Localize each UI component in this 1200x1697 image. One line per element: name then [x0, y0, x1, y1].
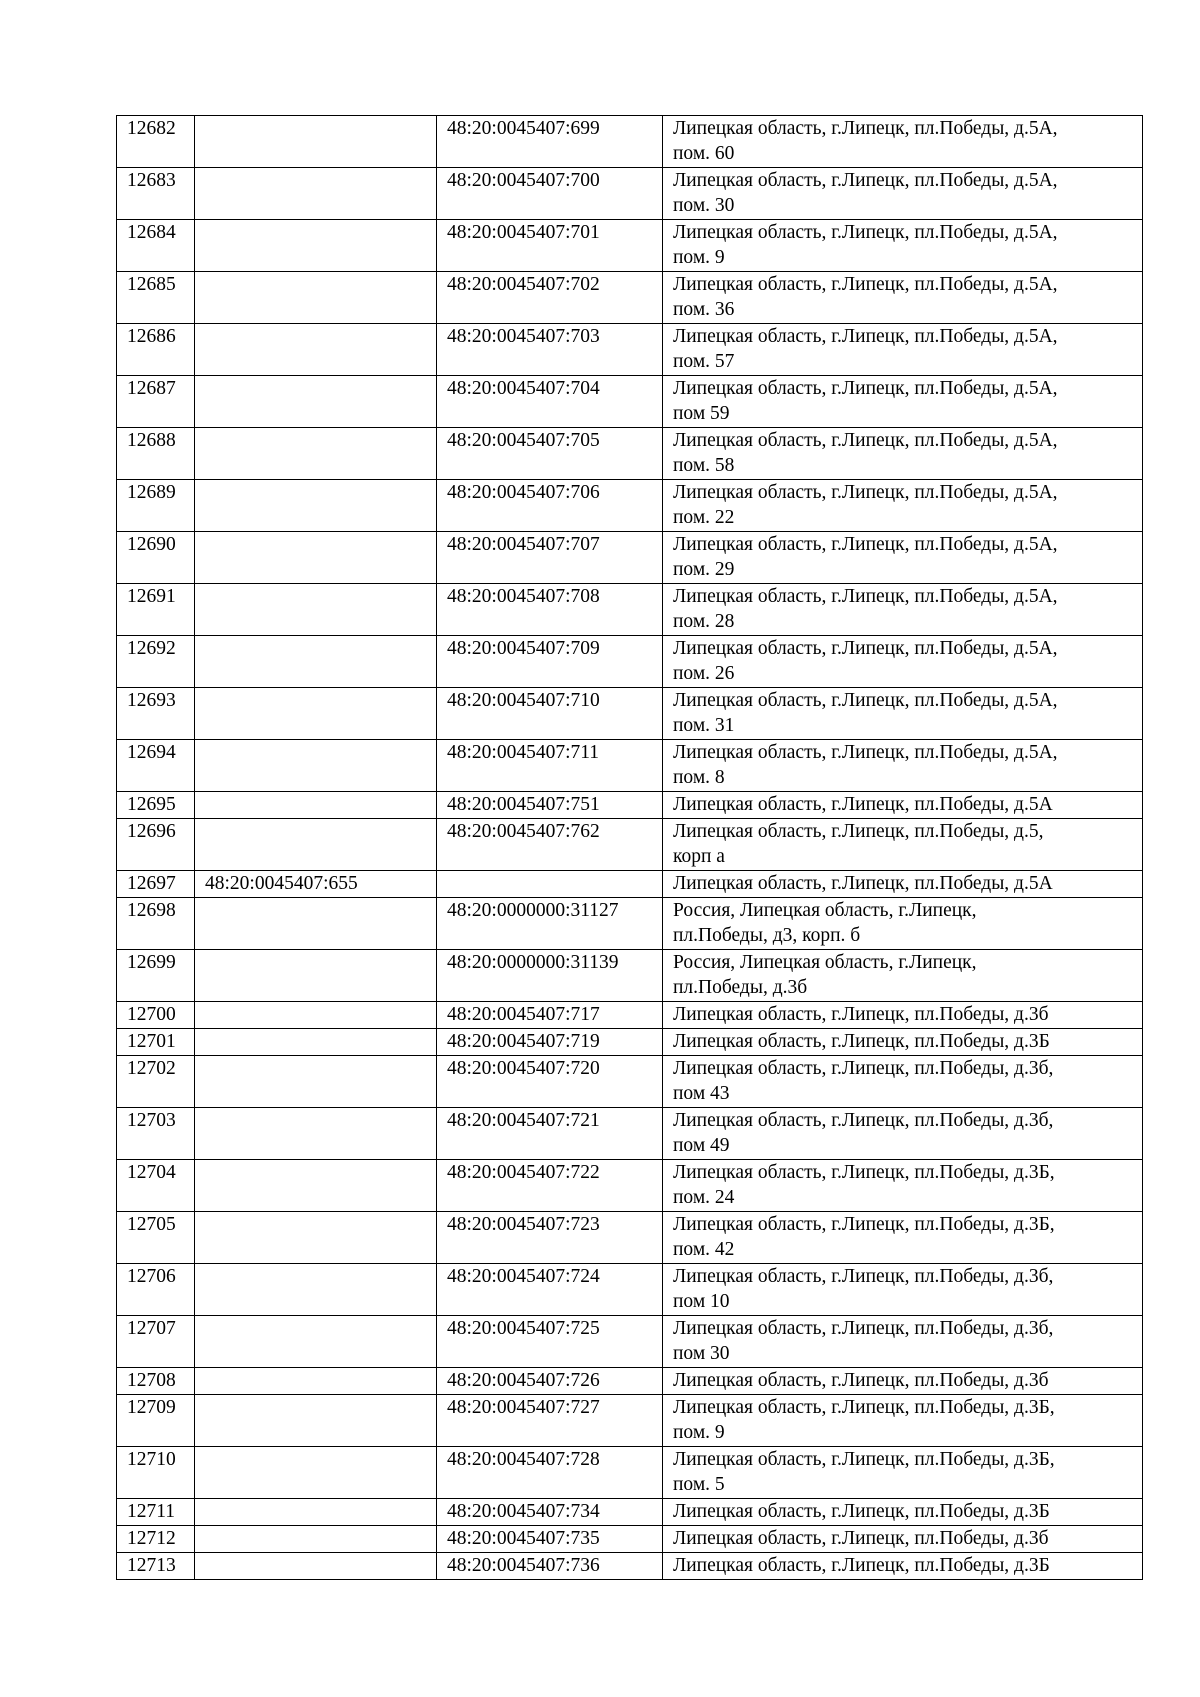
cadastral-number-land: [195, 1395, 437, 1447]
cadastral-number-object: 48:20:0045407:725: [437, 1316, 663, 1368]
address-line-1: Липецкая область, г.Липецк, пл.Победы, д.5А,: [673, 118, 1058, 139]
row-number: 12699: [117, 950, 195, 1002]
address-cell: [663, 116, 1143, 168]
address-line-1: Липецкая область, г.Липецк, пл.Победы, д.5А,: [673, 170, 1058, 191]
address-line-1: Липецкая область, г.Липецк, пл.Победы, д.5А,: [673, 586, 1058, 607]
table-row: [117, 1499, 1143, 1526]
address-line-2: пом. 29: [673, 559, 735, 580]
address-line-1: Липецкая область, г.Липецк, пл.Победы, д.3Б,: [673, 1162, 1055, 1183]
cadastral-number-land: [195, 688, 437, 740]
table-row: [117, 1395, 1143, 1447]
address-line-2: пом. 28: [673, 611, 735, 632]
address-line-1: Липецкая область, г.Липецк, пл.Победы, д.5А,: [673, 482, 1058, 503]
cadastral-number-land: [195, 636, 437, 688]
row-number: 12711: [117, 1499, 195, 1526]
address-line-2: пом. 31: [673, 715, 735, 736]
address-line-2: пом. 9: [673, 247, 725, 268]
cadastral-number-land: [195, 1499, 437, 1526]
table-row: [117, 1029, 1143, 1056]
row-number: 12693: [117, 688, 195, 740]
address-cell: [663, 1447, 1143, 1499]
row-number: 12691: [117, 584, 195, 636]
property-table: [116, 115, 1143, 1580]
address-line-2: пом. 57: [673, 351, 735, 372]
table-row: [117, 1108, 1143, 1160]
row-number: 12705: [117, 1212, 195, 1264]
cadastral-number-land: [195, 1553, 437, 1580]
cadastral-number-object: 48:20:0045407:699: [437, 116, 663, 168]
address-line-1: Липецкая область, г.Липецк, пл.Победы, д.3б: [673, 1004, 1049, 1025]
row-number: 12685: [117, 272, 195, 324]
table-row: [117, 532, 1143, 584]
row-number: 12684: [117, 220, 195, 272]
address-line-1: Липецкая область, г.Липецк, пл.Победы, д.5А,: [673, 326, 1058, 347]
address-line-2: пом. 60: [673, 143, 735, 164]
cadastral-number-land: [195, 1029, 437, 1056]
address-cell: [663, 220, 1143, 272]
table-row: [117, 168, 1143, 220]
table-row: [117, 324, 1143, 376]
address-line-1: Липецкая область, г.Липецк, пл.Победы, д.3б,: [673, 1058, 1054, 1079]
cadastral-number-land: [195, 1160, 437, 1212]
cadastral-number-object: 48:20:0045407:727: [437, 1395, 663, 1447]
address-cell: [663, 819, 1143, 871]
cadastral-number-land: [195, 116, 437, 168]
cadastral-number-object: 48:20:0045407:762: [437, 819, 663, 871]
cadastral-number-object: 48:20:0045407:700: [437, 168, 663, 220]
table-row: [117, 819, 1143, 871]
address-cell: [663, 792, 1143, 819]
table-row: [117, 950, 1143, 1002]
cadastral-number-land: [195, 428, 437, 480]
row-number: 12710: [117, 1447, 195, 1499]
cadastral-number-land: [195, 1526, 437, 1553]
address-line-1: Россия, Липецкая область, г.Липецк,: [673, 900, 977, 921]
table-row: [117, 792, 1143, 819]
table-row: [117, 220, 1143, 272]
address-line-1: Липецкая область, г.Липецк, пл.Победы, д.5А,: [673, 222, 1058, 243]
address-line-2: пл.Победы, д.3б: [673, 977, 808, 998]
address-cell: [663, 1029, 1143, 1056]
address-line-2: пом 59: [673, 403, 730, 424]
row-number: 12704: [117, 1160, 195, 1212]
cadastral-number-land: [195, 168, 437, 220]
cadastral-number-object: 48:20:0000000:31127: [437, 898, 663, 950]
cadastral-number-land: 48:20:0045407:655: [195, 871, 437, 898]
cadastral-number-object: 48:20:0045407:702: [437, 272, 663, 324]
address-cell: [663, 636, 1143, 688]
address-line-2: корп а: [673, 846, 725, 867]
address-cell: [663, 688, 1143, 740]
address-line-1: Липецкая область, г.Липецк, пл.Победы, д.3б,: [673, 1266, 1054, 1287]
table-row: [117, 1056, 1143, 1108]
table-row: [117, 1002, 1143, 1029]
cadastral-number-object: 48:20:0045407:710: [437, 688, 663, 740]
address-line-1: Липецкая область, г.Липецк, пл.Победы, д.5А,: [673, 638, 1058, 659]
cadastral-number-land: [195, 1264, 437, 1316]
address-line-2: пом. 9: [673, 1422, 725, 1443]
cadastral-number-object: 48:20:0045407:723: [437, 1212, 663, 1264]
address-cell: [663, 272, 1143, 324]
address-line-1: Липецкая область, г.Липецк, пл.Победы, д.3б: [673, 1370, 1049, 1391]
cadastral-number-object: [437, 871, 663, 898]
cadastral-number-land: [195, 220, 437, 272]
cadastral-number-object: 48:20:0045407:708: [437, 584, 663, 636]
cadastral-number-land: [195, 792, 437, 819]
address-line-1: Липецкая область, г.Липецк, пл.Победы, д.5А,: [673, 378, 1058, 399]
address-cell: [663, 168, 1143, 220]
row-number: 12683: [117, 168, 195, 220]
cadastral-number-object: 48:20:0045407:726: [437, 1368, 663, 1395]
address-cell: [663, 1395, 1143, 1447]
row-number: 12706: [117, 1264, 195, 1316]
cadastral-number-object: 48:20:0045407:720: [437, 1056, 663, 1108]
cadastral-number-land: [195, 532, 437, 584]
cadastral-number-object: 48:20:0045407:705: [437, 428, 663, 480]
table-row: [117, 871, 1143, 898]
address-line-1: Липецкая область, г.Липецк, пл.Победы, д.5А: [673, 873, 1053, 894]
cadastral-number-object: 48:20:0045407:735: [437, 1526, 663, 1553]
cadastral-number-object: 48:20:0045407:724: [437, 1264, 663, 1316]
cadastral-number-land: [195, 376, 437, 428]
address-cell: [663, 1499, 1143, 1526]
cadastral-number-object: 48:20:0045407:728: [437, 1447, 663, 1499]
address-cell: [663, 480, 1143, 532]
cadastral-number-object: 48:20:0045407:736: [437, 1553, 663, 1580]
row-number: 12703: [117, 1108, 195, 1160]
address-line-2: пом 10: [673, 1291, 730, 1312]
row-number: 12695: [117, 792, 195, 819]
address-line-1: Липецкая область, г.Липецк, пл.Победы, д.3Б: [673, 1031, 1050, 1052]
row-number: 12713: [117, 1553, 195, 1580]
cadastral-number-land: [195, 898, 437, 950]
address-line-2: пом. 30: [673, 195, 735, 216]
address-line-1: Липецкая область, г.Липецк, пл.Победы, д.3Б,: [673, 1397, 1055, 1418]
cadastral-number-object: 48:20:0045407:719: [437, 1029, 663, 1056]
row-number: 12700: [117, 1002, 195, 1029]
address-line-1: Липецкая область, г.Липецк, пл.Победы, д.5А,: [673, 534, 1058, 555]
address-line-2: пом. 8: [673, 767, 725, 788]
cadastral-number-land: [195, 1056, 437, 1108]
cadastral-number-land: [195, 1212, 437, 1264]
address-cell: [663, 376, 1143, 428]
cadastral-number-land: [195, 740, 437, 792]
address-line-1: Липецкая область, г.Липецк, пл.Победы, д.3Б,: [673, 1449, 1055, 1470]
cadastral-number-land: [195, 324, 437, 376]
cadastral-number-object: 48:20:0045407:721: [437, 1108, 663, 1160]
address-cell: [663, 324, 1143, 376]
address-line-2: пом 49: [673, 1135, 730, 1156]
cadastral-number-object: 48:20:0000000:31139: [437, 950, 663, 1002]
address-line-1: Липецкая область, г.Липецк, пл.Победы, д.3Б: [673, 1555, 1050, 1576]
address-cell: [663, 950, 1143, 1002]
table-row: [117, 1160, 1143, 1212]
cadastral-number-land: [195, 1447, 437, 1499]
cadastral-number-land: [195, 584, 437, 636]
address-line-1: Россия, Липецкая область, г.Липецк,: [673, 952, 977, 973]
cadastral-number-land: [195, 1316, 437, 1368]
address-cell: [663, 1160, 1143, 1212]
address-cell: [663, 1553, 1143, 1580]
row-number: 12682: [117, 116, 195, 168]
row-number: 12702: [117, 1056, 195, 1108]
table-row: [117, 1212, 1143, 1264]
row-number: 12709: [117, 1395, 195, 1447]
row-number: 12689: [117, 480, 195, 532]
table-row: [117, 480, 1143, 532]
address-cell: [663, 1264, 1143, 1316]
address-line-1: Липецкая область, г.Липецк, пл.Победы, д.5,: [673, 821, 1044, 842]
cadastral-number-land: [195, 1108, 437, 1160]
address-cell: [663, 1108, 1143, 1160]
table-row: [117, 740, 1143, 792]
address-line-1: Липецкая область, г.Липецк, пл.Победы, д.3б,: [673, 1318, 1054, 1339]
cadastral-number-land: [195, 819, 437, 871]
table-row: [117, 636, 1143, 688]
table-body: [117, 116, 1143, 1580]
address-line-2: пом. 24: [673, 1187, 735, 1208]
address-line-2: пом. 22: [673, 507, 735, 528]
cadastral-number-object: 48:20:0045407:703: [437, 324, 663, 376]
row-number: 12707: [117, 1316, 195, 1368]
table-row: [117, 272, 1143, 324]
table-row: [117, 428, 1143, 480]
table-row: [117, 1316, 1143, 1368]
address-line-2: пом. 5: [673, 1474, 725, 1495]
address-line-2: пом. 36: [673, 299, 735, 320]
table-row: [117, 1368, 1143, 1395]
row-number: 12712: [117, 1526, 195, 1553]
address-cell: [663, 1002, 1143, 1029]
row-number: 12687: [117, 376, 195, 428]
row-number: 12692: [117, 636, 195, 688]
row-number: 12698: [117, 898, 195, 950]
address-line-2: пом 30: [673, 1343, 730, 1364]
address-line-2: пом. 26: [673, 663, 735, 684]
table-row: [117, 1447, 1143, 1499]
address-cell: [663, 740, 1143, 792]
table-row: [117, 1526, 1143, 1553]
address-cell: [663, 532, 1143, 584]
address-line-2: пом. 58: [673, 455, 735, 476]
address-line-1: Липецкая область, г.Липецк, пл.Победы, д.5А: [673, 794, 1053, 815]
address-line-1: Липецкая область, г.Липецк, пл.Победы, д.3б: [673, 1528, 1049, 1549]
cadastral-number-object: 48:20:0045407:751: [437, 792, 663, 819]
cadastral-number-object: 48:20:0045407:707: [437, 532, 663, 584]
address-cell: [663, 1368, 1143, 1395]
address-line-2: пл.Победы, д3, корп. б: [673, 925, 861, 946]
cadastral-number-object: 48:20:0045407:717: [437, 1002, 663, 1029]
cadastral-number-object: 48:20:0045407:734: [437, 1499, 663, 1526]
cadastral-number-land: [195, 950, 437, 1002]
address-cell: [663, 1212, 1143, 1264]
cadastral-number-object: 48:20:0045407:704: [437, 376, 663, 428]
cadastral-number-land: [195, 272, 437, 324]
address-line-1: Липецкая область, г.Липецк, пл.Победы, д.5А,: [673, 690, 1058, 711]
cadastral-number-land: [195, 1002, 437, 1029]
address-cell: [663, 1056, 1143, 1108]
row-number: 12686: [117, 324, 195, 376]
row-number: 12690: [117, 532, 195, 584]
address-line-1: Липецкая область, г.Липецк, пл.Победы, д.3Б,: [673, 1214, 1055, 1235]
cadastral-number-object: 48:20:0045407:709: [437, 636, 663, 688]
table-row: [117, 116, 1143, 168]
row-number: 12694: [117, 740, 195, 792]
cadastral-number-object: 48:20:0045407:722: [437, 1160, 663, 1212]
address-line-2: пом. 42: [673, 1239, 735, 1260]
address-line-1: Липецкая область, г.Липецк, пл.Победы, д.5А,: [673, 742, 1058, 763]
row-number: 12697: [117, 871, 195, 898]
address-cell: [663, 584, 1143, 636]
address-line-1: Липецкая область, г.Липецк, пл.Победы, д.5А,: [673, 274, 1058, 295]
cadastral-number-object: 48:20:0045407:701: [437, 220, 663, 272]
table-row: [117, 1553, 1143, 1580]
address-cell: [663, 1526, 1143, 1553]
row-number: 12701: [117, 1029, 195, 1056]
row-number: 12688: [117, 428, 195, 480]
address-line-1: Липецкая область, г.Липецк, пл.Победы, д.3Б: [673, 1501, 1050, 1522]
address-cell: [663, 1316, 1143, 1368]
cadastral-number-object: 48:20:0045407:711: [437, 740, 663, 792]
address-line-2: пом 43: [673, 1083, 730, 1104]
cadastral-number-land: [195, 1368, 437, 1395]
table-row: [117, 688, 1143, 740]
table-row: [117, 584, 1143, 636]
table-row: [117, 898, 1143, 950]
address-line-1: Липецкая область, г.Липецк, пл.Победы, д.5А,: [673, 430, 1058, 451]
row-number: 12696: [117, 819, 195, 871]
cadastral-number-object: 48:20:0045407:706: [437, 480, 663, 532]
address-cell: [663, 898, 1143, 950]
address-line-1: Липецкая область, г.Липецк, пл.Победы, д.3б,: [673, 1110, 1054, 1131]
row-number: 12708: [117, 1368, 195, 1395]
table-row: [117, 376, 1143, 428]
address-cell: [663, 871, 1143, 898]
address-cell: [663, 428, 1143, 480]
cadastral-number-land: [195, 480, 437, 532]
table-row: [117, 1264, 1143, 1316]
